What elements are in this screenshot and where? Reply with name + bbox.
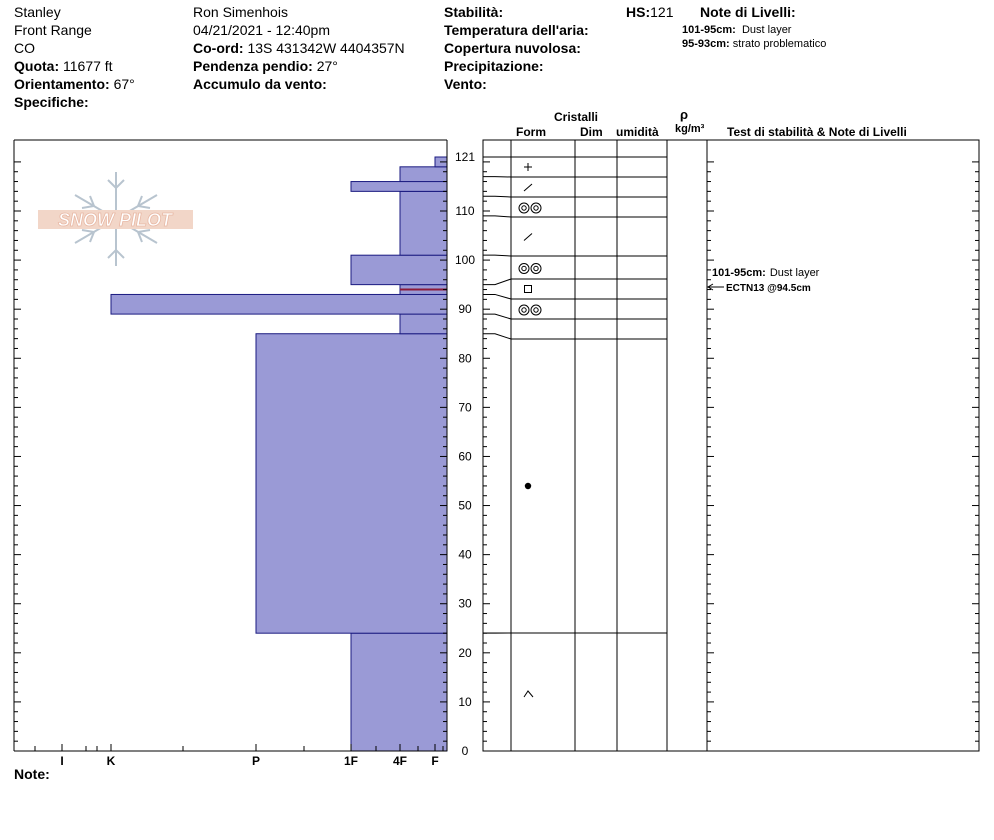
melt-freeze-core bbox=[534, 266, 538, 270]
melt-freeze-core bbox=[522, 206, 526, 210]
facet-rounding-icon bbox=[524, 691, 533, 697]
x-tick-label: I bbox=[60, 754, 64, 768]
melt-forms-icon bbox=[525, 483, 531, 489]
layer-connector bbox=[483, 294, 511, 299]
state: CO bbox=[14, 40, 35, 56]
slope-label: Pendenza pendio: bbox=[193, 58, 313, 74]
datetime: 04/21/2021 - 12:40pm bbox=[193, 22, 330, 38]
hardness-bar bbox=[256, 334, 447, 633]
new-snow-icon bbox=[524, 163, 532, 171]
decomposing-icon bbox=[524, 234, 532, 241]
tests-header: Test di stabilità & Note di Livelli bbox=[727, 125, 907, 139]
x-tick-label: P bbox=[251, 754, 261, 768]
coord-label: Co-ord: bbox=[193, 40, 244, 56]
elevation-value: 11677 ft bbox=[63, 58, 113, 74]
y-tick-label: 10 bbox=[458, 694, 472, 709]
y-tick-label: 121 bbox=[454, 150, 476, 164]
aspect-value: 67° bbox=[113, 76, 135, 92]
melt-freeze-icon bbox=[519, 305, 541, 315]
wind-label: Vento: bbox=[444, 76, 487, 92]
size-header: Dim bbox=[580, 125, 603, 139]
melt-freeze-ring bbox=[531, 305, 541, 315]
y-tick-label: 50 bbox=[458, 498, 472, 513]
coord-value: 13S 431342W 4404357N bbox=[247, 40, 405, 56]
y-tick-label: 100 bbox=[454, 253, 476, 268]
layer-connector bbox=[483, 314, 511, 319]
x-tick-label: 4F bbox=[392, 754, 408, 768]
crystals-header: Cristalli bbox=[554, 110, 599, 124]
hardness-bar bbox=[400, 314, 447, 334]
air-temp-label: Temperatura dell'aria: bbox=[444, 22, 589, 38]
layer-notes-title: Note di Livelli: bbox=[700, 4, 796, 20]
hardness-bar bbox=[400, 191, 447, 255]
layer-note-2-text: strato problematico bbox=[732, 38, 827, 50]
decomposing-icon bbox=[524, 184, 532, 191]
moisture-header: umidità bbox=[616, 125, 659, 139]
melt-freeze-core bbox=[522, 308, 526, 312]
y-tick-label: 30 bbox=[458, 596, 472, 611]
range: Front Range bbox=[14, 22, 92, 38]
y-tick-label: 0 bbox=[461, 744, 469, 758]
density-unit-header: kg/m³ bbox=[675, 123, 705, 135]
melt-freeze-core bbox=[534, 308, 538, 312]
y-tick-label: 110 bbox=[455, 204, 475, 218]
y-tick-label: 20 bbox=[458, 645, 472, 660]
note-label: Note: bbox=[14, 766, 50, 782]
melt-freeze-ring bbox=[519, 203, 529, 213]
y-tick-label: 80 bbox=[458, 351, 472, 366]
layer-connector bbox=[483, 334, 511, 339]
y-tick-label: 60 bbox=[458, 449, 472, 464]
layer-connector bbox=[483, 255, 511, 256]
location: Stanley bbox=[14, 4, 61, 20]
annotation-text: Dust layer bbox=[769, 267, 820, 279]
hardness-bar bbox=[111, 294, 447, 314]
logo-text: SNOW PILOT bbox=[58, 210, 172, 230]
melt-freeze-ring bbox=[531, 203, 541, 213]
test-result: ECTN13 @94.5cm bbox=[726, 283, 811, 294]
layer-connector bbox=[483, 216, 511, 217]
snowpilot-logo bbox=[38, 172, 193, 266]
melt-freeze-icon bbox=[519, 203, 541, 213]
melt-freeze-ring bbox=[519, 264, 529, 274]
cloud-label: Copertura nuvolosa: bbox=[444, 40, 581, 56]
hs-value: 121 bbox=[650, 4, 674, 20]
layer-note-1-range: 101-95cm: bbox=[682, 24, 736, 36]
x-tick-label: K bbox=[106, 754, 116, 768]
stability-label: Stabilità: bbox=[444, 4, 504, 20]
hardness-bar bbox=[400, 167, 447, 182]
y-tick-label: 40 bbox=[458, 547, 472, 562]
melt-freeze-icon bbox=[519, 264, 541, 274]
annotation-range: 101-95cm: bbox=[712, 267, 766, 279]
layer-note-1-text: Dust layer bbox=[741, 24, 792, 36]
y-tick-label: 70 bbox=[458, 400, 472, 415]
x-tick-label: 1F bbox=[343, 754, 359, 768]
hardness-bar bbox=[351, 255, 447, 284]
aspect-label: Orientamento: bbox=[14, 76, 110, 92]
y-tick-label: 90 bbox=[458, 302, 472, 317]
wind-loading-label: Accumulo da vento: bbox=[193, 76, 327, 92]
rho-header: ρ bbox=[680, 107, 689, 122]
hs-label: HS: bbox=[626, 4, 651, 20]
melt-freeze-ring bbox=[519, 305, 529, 315]
form-header: Form bbox=[516, 125, 546, 139]
precip-label: Precipitazione: bbox=[444, 58, 544, 74]
faceted-icon bbox=[525, 286, 532, 293]
annotation-layer-note bbox=[712, 267, 820, 279]
layer-table-frame bbox=[483, 140, 979, 751]
specifics-label: Specifiche: bbox=[14, 94, 89, 110]
melt-freeze-core bbox=[522, 266, 526, 270]
elevation-label: Quota: bbox=[14, 58, 60, 74]
observer: Ron Simenhois bbox=[193, 4, 288, 20]
melt-freeze-core bbox=[534, 206, 538, 210]
x-tick-label: F bbox=[431, 754, 439, 768]
melt-freeze-ring bbox=[531, 264, 541, 274]
hardness-bar bbox=[351, 182, 447, 192]
layer-note-2-range: 95-93cm: bbox=[682, 38, 730, 50]
slope-value: 27° bbox=[316, 58, 338, 74]
hardness-bar bbox=[351, 633, 447, 751]
layer-connector bbox=[483, 196, 511, 197]
layer-connector bbox=[483, 279, 511, 285]
